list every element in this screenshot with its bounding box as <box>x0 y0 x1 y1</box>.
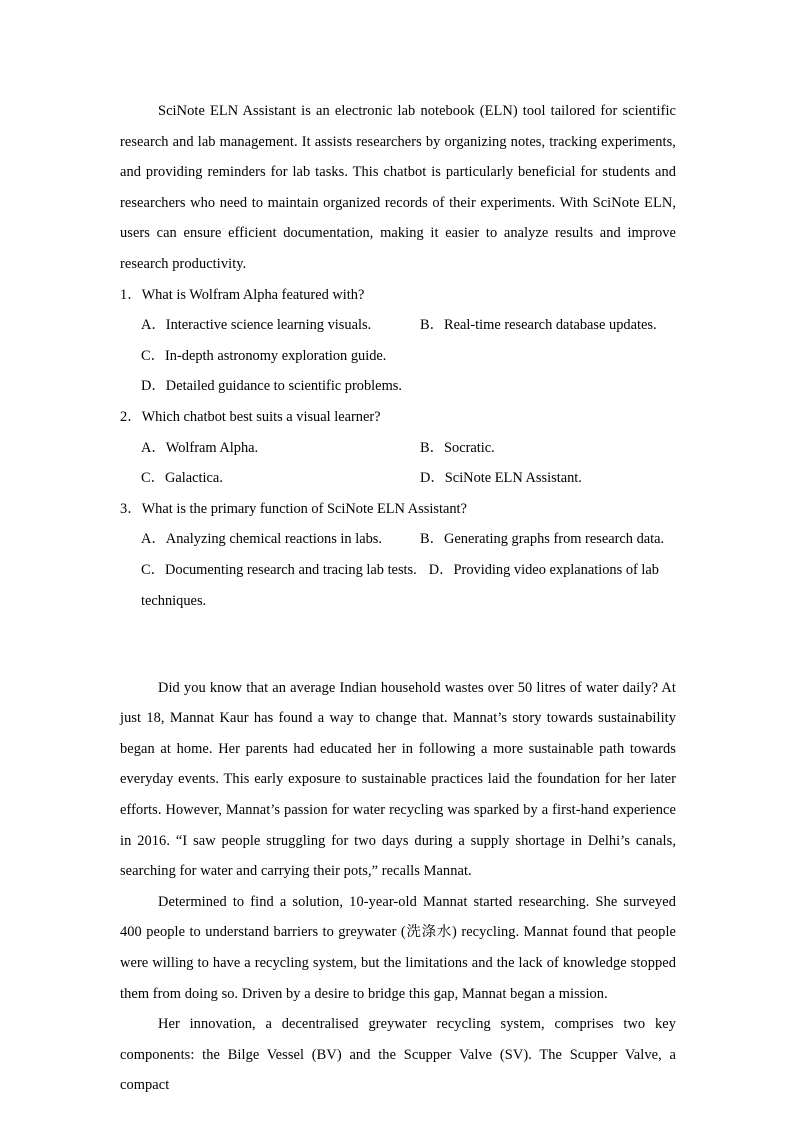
option-a-label: A． <box>141 439 166 456</box>
question-2 <box>120 402 676 494</box>
question-2-option-c[interactable] <box>141 463 420 494</box>
question-3-text: What is the primary function of SciNote ELN Assistant? <box>141 500 467 517</box>
option-d-label: D． <box>428 561 454 578</box>
question-2-option-row-1 <box>120 433 676 464</box>
question-1-option-b[interactable] <box>420 310 657 341</box>
question-3-stem <box>120 494 676 525</box>
option-b-label: B． <box>420 531 444 548</box>
option-c-text: In-depth astronomy exploration guide. <box>165 347 387 364</box>
option-d-text: Detailed guidance to scientific problems. <box>165 378 402 395</box>
option-c-text: Galactica. <box>165 470 223 487</box>
question-3-option-c[interactable] <box>141 562 417 578</box>
option-b-label: B． <box>420 317 444 334</box>
question-1-option-a[interactable] <box>141 310 420 341</box>
question-1-text: What is Wolfram Alpha featured with? <box>141 286 365 303</box>
question-1-number: 1． <box>120 286 142 303</box>
question-1-option-d[interactable] <box>141 371 402 402</box>
section-spacer-2 <box>120 647 676 673</box>
option-a-label: A． <box>141 317 166 334</box>
passage-one <box>120 96 676 280</box>
question-3 <box>120 494 676 616</box>
option-d-label: D． <box>141 378 166 395</box>
option-b-text: Generating graphs from research data. <box>444 531 665 548</box>
passage-two <box>120 673 676 1101</box>
question-list <box>120 280 676 617</box>
question-3-number: 3． <box>120 500 142 517</box>
passage-two-paragraph-3: Her innovation, a decentralised greywater recycling system, comprises two key components: the Bilge Vessel (BV) and the Scupper Valve (SV). The Scupper Valve, a compact <box>120 1016 676 1094</box>
section-spacer <box>120 616 676 647</box>
option-a-label: A． <box>141 531 166 548</box>
option-a-text: Analyzing chemical reactions in labs. <box>165 531 382 548</box>
question-3-options <box>120 524 676 616</box>
option-b-text: Socratic. <box>444 439 495 456</box>
option-b-text: Real-time research database updates. <box>444 317 657 334</box>
passage-two-paragraph-1: Did you know that an average Indian household wastes over 50 litres of water daily? At just 18, Mannat Kaur has found a way to change that. Mannat’s story towards sustainability began at home. Her parents had educated her in following a more sustainable path towards everyday events. This early exposure to sustainable practices laid the foundation for her later efforts. However, Mannat’s passion for water recycling was sparked by a first-hand experience in 2016. “I saw people struggling for two days during a supply shortage in Delhi’s canals, searching for water and carrying their pots,” recalls Mannat. <box>120 679 676 880</box>
question-2-option-row-2 <box>120 463 676 494</box>
question-1-options <box>120 310 676 402</box>
question-1-stem <box>120 280 676 311</box>
page-content <box>120 96 676 1101</box>
passage-two-paragraph-2: Determined to find a solution, 10-year-old Mannat started researching. She surveyed 400 people to understand barriers to greywater (洗涤水) recycling. Mannat found that people were willing to have a recycling system, but the limitations and the lack of knowledge stopped them from doing so. Driven by a desire to bridge this gap, Mannat began a mission. <box>120 893 676 1002</box>
option-c-label: C． <box>141 561 165 578</box>
question-2-option-a[interactable] <box>141 433 420 464</box>
option-c-text: Documenting research and tracing lab tests. <box>165 561 417 578</box>
option-b-label: B． <box>420 439 444 456</box>
option-c-label: C． <box>141 347 165 364</box>
question-1 <box>120 280 676 402</box>
passage-one-paragraph-1: SciNote ELN Assistant is an electronic lab notebook (ELN) tool tailored for scientific research and lab management. It assists researchers by organizing notes, tracking experiments, and providing reminders for lab tasks. This chatbot is particularly beneficial for students and researchers who need to maintain organized records of their experiments. With SciNote ELN, users can ensure efficient documentation, making it easier to analyze results and improve research productivity. <box>120 103 676 272</box>
option-d-text: Providing video explanations of lab techniques. <box>141 561 659 609</box>
question-2-stem <box>120 402 676 433</box>
option-c-label: C． <box>141 470 165 487</box>
option-d-text: SciNote ELN Assistant. <box>444 470 582 487</box>
question-1-option-row-1 <box>120 310 676 341</box>
question-2-option-d[interactable] <box>420 463 582 494</box>
option-d-label: D． <box>420 470 445 487</box>
question-1-option-row-2 <box>120 341 676 402</box>
question-2-text: Which chatbot best suits a visual learner? <box>141 408 381 425</box>
question-2-options <box>120 433 676 494</box>
question-2-option-b[interactable] <box>420 433 495 464</box>
question-3-option-row-2 <box>120 555 676 616</box>
question-1-option-c[interactable] <box>141 341 420 372</box>
option-a-text: Wolfram Alpha. <box>165 439 259 456</box>
question-2-number: 2． <box>120 408 142 425</box>
question-3-option-a[interactable] <box>141 524 420 555</box>
question-3-option-row-1 <box>120 524 676 555</box>
option-a-text: Interactive science learning visuals. <box>165 317 372 334</box>
question-3-option-b[interactable] <box>420 524 664 555</box>
